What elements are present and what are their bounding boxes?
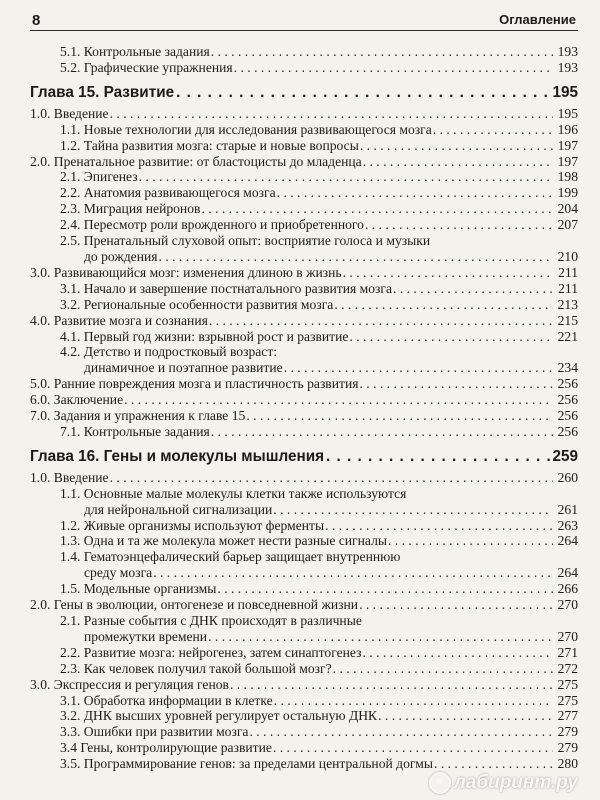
entry-title: 7.1. Контрольные задания [60,423,210,439]
entry-title: 2.1. Разные события с ДНК происходят в различные [60,613,362,628]
entry-title: 1.4. Гематоэнцефалический барьер защищает внутреннюю [60,549,401,565]
toc-entry [30,138,578,154]
entry-page: 279 [557,724,578,740]
entry-title: 3.2. ДНК высших уровней регулирует остальную ДНК [60,708,378,724]
entry-page: 271 [557,644,578,660]
toc-entry [30,470,578,486]
entry-title: 3.1. Начало и завершение постнатального развития мозга [60,280,393,296]
entry-title: 5.0. Ранние повреждения мозга и пластичность развития [30,376,359,392]
entry-title-continuation: до рождения [84,248,158,264]
entry-page: 256 [557,376,578,392]
toc-entry [30,201,578,217]
toc-entry [30,424,578,440]
entry-title: 1.2. Живые организмы используют ферменты [60,517,325,533]
entry-title: 6.0. Заключение [30,392,124,408]
entry-page: 264 [557,533,578,549]
toc-entry [30,740,578,756]
chapter-title: Глава 15. Развитие [30,83,175,101]
entry-title: 1.2. Тайна развития мозга: старые и новые вопросы [60,137,359,153]
toc-entry [30,297,578,313]
entry-page: 196 [557,121,578,137]
entry-page: 197 [557,153,578,169]
toc-entry [30,233,578,265]
entry-page: 215 [557,312,578,328]
entry-title: 2.1. Эпигенез [60,169,138,185]
entry-page: 279 [557,740,578,756]
chapter-16-entries [30,470,578,772]
entry-title-continuation: для нейрональной сигнализации [84,501,273,517]
toc-entry [30,677,578,693]
entry-page: 275 [557,676,578,692]
entry-title: 5.2. Графические упражнения [60,59,233,75]
entry-title: 3.0. Экспрессия и регуляция генов [30,676,229,692]
entry-title: 4.2. Детство и подростковый возраст: [60,344,278,360]
entry-title: 1.0. Введение [30,469,109,485]
entry-page: 256 [557,408,578,424]
page-number: 8 [32,12,41,29]
entry-page: 280 [557,756,578,772]
entry-page: 270 [557,597,578,613]
entry-title-continuation: среду мозга [84,565,153,581]
entry-page: 256 [557,423,578,439]
entry-title: 2.3. Как человек получил такой большой мозг? [60,660,332,676]
entry-page: 199 [557,185,578,201]
toc-entry [30,376,578,392]
toc-entry [30,708,578,724]
entry-page: 221 [557,328,578,344]
toc-entry [30,486,578,518]
entry-page: 234 [557,360,578,376]
entry-page: 260 [557,469,578,485]
entry-page: 261 [557,501,578,517]
entry-title: 1.0. Введение [30,105,109,121]
entry-title: 3.1. Обработка информации в клетке [60,692,273,708]
labyrinth-logo-icon [429,772,451,794]
toc-entry [30,154,578,170]
entry-page: 204 [557,201,578,217]
entry-title: 2.0. Гены в эволюции, онтогенезе и повседневной жизни [30,597,359,613]
entry-page: 266 [557,581,578,597]
entry-title: 3.5. Программирование генов: за пределами центральной догмы [60,756,434,772]
entry-page: 277 [557,708,578,724]
entry-page: 264 [557,565,578,581]
entry-page: 272 [557,660,578,676]
chapter-title: Глава 16. Гены и молекулы мышления [30,447,325,465]
entry-page: 198 [557,169,578,185]
toc-entry [30,518,578,534]
entry-title: 3.4 Гены, контролирующие развитие [60,740,272,756]
entry-page: 210 [557,248,578,264]
entry-page: 195 [557,105,578,121]
entry-page: 193 [557,59,578,75]
toc-entry [30,106,578,122]
toc-entry [30,581,578,597]
table-of-contents [30,44,578,772]
toc-entry [30,329,578,345]
toc-entry [30,693,578,709]
toc-entry [30,613,578,645]
chapter-page: 195 [552,83,578,101]
toc-entry [30,645,578,661]
toc-entry [30,724,578,740]
entry-title: 4.1. Первый год жизни: взрывной рост и развитие [60,328,349,344]
watermark: лабиринт.ру [429,772,578,794]
entry-title: 2.4. Пересмотр роли врожденного и приобретенного [60,217,364,233]
chapter-page: 259 [552,447,578,465]
toc-entry [30,313,578,329]
entry-title: 1.5. Модельные организмы [60,581,217,597]
entry-title: 2.3. Миграция нейронов [60,201,201,217]
entry-title: 1.3. Одна и та же молекула может нести разные сигналы [60,533,387,549]
entry-page: 275 [557,692,578,708]
entry-title: 1.1. Новые технологии для исследования развивающегося мозга [60,121,432,137]
toc-entry [30,408,578,424]
entry-page: 270 [557,628,578,644]
toc-entry [30,533,578,549]
entry-title: 2.5. Пренатальный слуховой опыт: восприятие голоса и музыки [60,233,431,249]
entry-title: 7.0. Задания и упражнения к главе 15 [30,408,246,424]
entry-title: 5.1. Контрольные задания [60,44,210,59]
entry-title: 3.2. Региональные особенности развития мозга [60,296,334,312]
entry-title: 3.3. Ошибки при развитии мозга [60,724,249,740]
chapter-heading [30,84,578,101]
toc-entry [30,60,578,76]
entry-title: 2.0. Пренатальное развитие: от бластоцисты до младенца [30,153,362,169]
toc-entry [30,661,578,677]
entry-page: 213 [557,296,578,312]
toc-entry [30,281,578,297]
entry-page: 193 [557,44,578,59]
toc-entry [30,217,578,233]
entry-page: 197 [557,137,578,153]
running-header [30,8,578,31]
entry-page: 211 [558,280,578,296]
entry-page: 263 [557,517,578,533]
toc-entry [30,549,578,581]
running-title: Оглавление [499,12,576,27]
entry-title-continuation: промежутки времени [84,628,208,644]
chapter-heading [30,448,578,465]
entry-title: 1.1. Основные малые молекулы клетки также используются [60,485,407,501]
chapter-15-entries [30,106,578,440]
toc-entry [30,122,578,138]
entry-title-continuation: динамичное и поэтапное развитие [84,360,283,376]
entry-title: 2.2. Развитие мозга: нейрогенез, затем синаптогенез [60,644,362,660]
entry-title: 4.0. Развитие мозга и сознания [30,312,208,328]
toc-entry [30,44,578,60]
toc-entry [30,597,578,613]
toc-entry [30,185,578,201]
toc-entry [30,344,578,376]
entry-title: 3.0. Развивающийся мозг: изменения длиною в жизнь [30,264,342,280]
toc-entry [30,392,578,408]
toc-entry [30,265,578,281]
entry-page: 256 [557,392,578,408]
entry-page: 211 [558,264,578,280]
entry-title: 2.2. Анатомия развивающегося мозга [60,185,276,201]
toc-entry [30,756,578,772]
toc-entry [30,169,578,185]
entry-page: 207 [557,217,578,233]
